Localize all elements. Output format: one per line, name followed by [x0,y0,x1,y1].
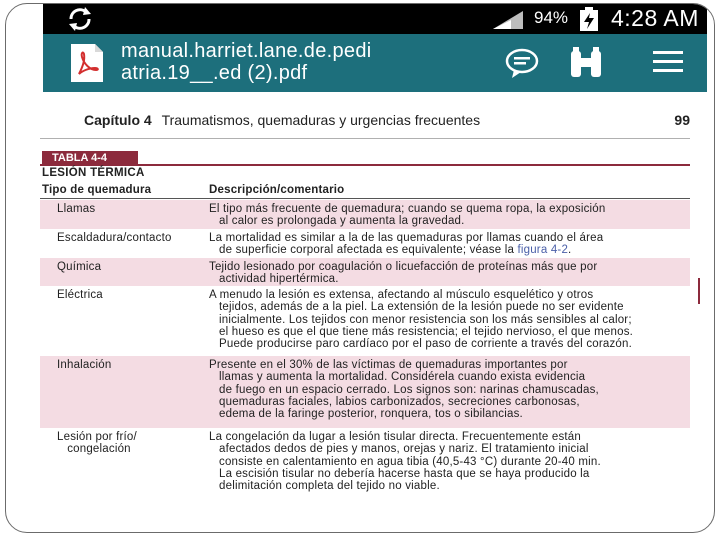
table-title: LESIÓN TÉRMICA [42,167,145,179]
chapter-label: Capítulo 4 [84,112,152,128]
column-header-rule [40,198,690,199]
pdf-icon [69,42,105,84]
burn-type: Llamas [57,203,96,215]
burn-description: A menudo la lesión es extensa, afectando al músculo esquelético y otros tejidos, además de a la piel. La extensión de la lesión puede no ser evidente inicialmente. Los tejidos con menor resistencia son los más sensibles al calor; el hueso es que el que tiene más resistencia; el tejido nervioso, el que menos. Puede producirse paro cardíaco por el paso de corriente a través del corazón. [209,289,634,351]
status-bar [43,4,707,34]
clock: 4:28 AM [611,5,699,31]
burn-description: Tejido lesionado por coagulación o licuefacción de proteínas más que por actividad hipertérmica. [209,261,598,286]
table-row [40,258,690,286]
app-bar [43,34,707,92]
header-divider [40,138,690,139]
burn-type: Eléctrica [57,289,103,301]
sync-icon [65,6,95,32]
binoculars-icon[interactable] [567,47,605,79]
chapter-title: Traumatismos, quemaduras y urgencias frecuentes [161,112,481,128]
burn-description: La mortalidad es similar a la de las quemaduras por llamas cuando el área de superficie corporal afectada es equivalente; véase la figura 4-2. [209,232,604,257]
table-row [40,200,690,229]
page-header [84,112,690,130]
table-label: TABLA 4-4 [42,151,138,166]
table-row [40,229,690,258]
column-header-description: Descripción/comentario [209,184,345,196]
table-top-rule [40,164,690,166]
burn-description: La congelación da lugar a lesión tisular directa. Frecuentemente están afectados dedos de pies y manos, orejas y nariz. El tratamiento inicial consiste en calentamiento en agua tibia (40,5-43 °C) durante 20-40 min. La escisión tisular no debería hacerse hasta que se haya producido la delimitación completa del tejido no viable. [209,431,601,493]
table-row [40,428,690,495]
burn-type: Escaldadura/contacto [57,232,172,244]
page-number: 99 [674,112,690,128]
burn-description: Presente en el 30% de las víctimas de quemaduras importantes por llamas y aumenta la mortalidad. Considérela cuando exista evidencia de fuego en un espacio cerrado. Los signos son: narinas chamuscadas, quemaduras faciales, labios carbonizados, secreciones carbonosas, edema de la faringe posterior, ronquera, tos o sibilancias. [209,359,599,421]
battery-percent: 94% [534,8,569,27]
burn-type: Química [57,261,102,273]
burn-type: Inhalación [57,359,112,371]
document-title: manual.harriet.lane.de.pedi atria.19__.ed (2).pdf [121,40,372,84]
burn-type: Lesión por frío/ congelación [57,431,137,456]
menu-icon[interactable] [651,48,685,76]
burn-description: El tipo más frecuente de quemadura; cuando se quema ropa, la exposición al calor es prolongada y aumenta la gravedad. [209,203,606,228]
table-row [40,356,690,428]
table-row [40,286,690,356]
scroll-indicator[interactable] [698,278,700,304]
figure-link[interactable]: figura 4-2 [517,244,569,257]
signal-icon [491,9,525,29]
battery-charging-icon [579,7,599,31]
comment-icon[interactable] [504,46,540,80]
column-header-type: Tipo de quemadura [42,184,152,196]
